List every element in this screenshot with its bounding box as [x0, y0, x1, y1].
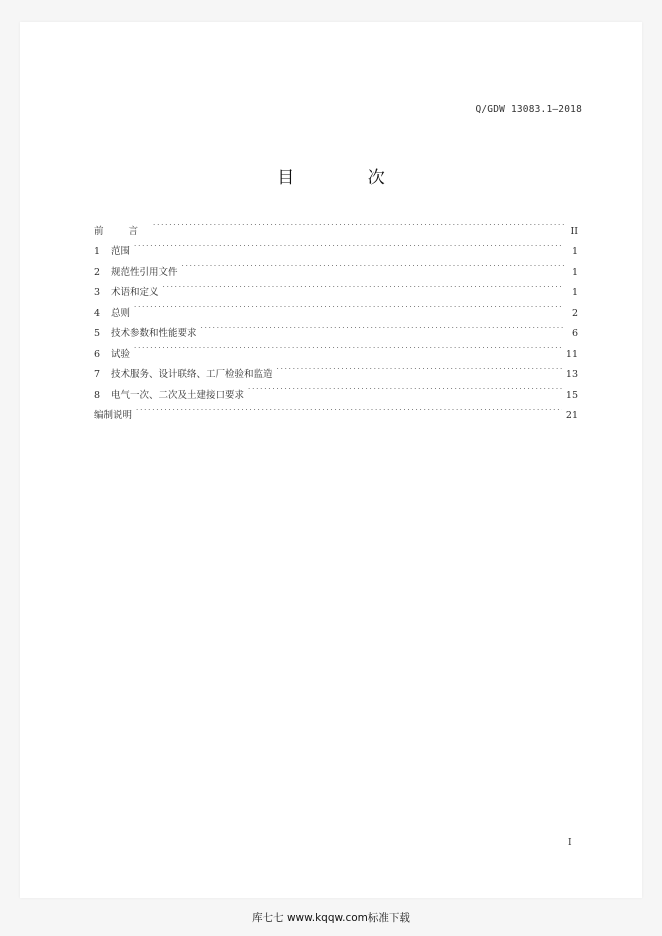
toc-entry-label: 试验 [111, 348, 131, 360]
toc-entry-page: 1 [571, 287, 578, 298]
toc-entry-page: 1 [571, 266, 578, 278]
toc-entry-number: 7 [94, 369, 101, 380]
toc-entry-number: 6 [94, 348, 101, 360]
toc-entry-number: 5 [94, 328, 101, 339]
toc-entry-number: 4 [94, 307, 101, 319]
toc-leader-dots [153, 213, 564, 234]
toc-entry-label: 电气一次、二次及土建接口要求 [111, 389, 245, 401]
toc-entry-foreword[interactable] [94, 213, 578, 237]
toc-entry-label: 技术服务、设计联络、工厂检验和监造 [111, 369, 273, 380]
toc-entry-label: 规范性引用文件 [111, 266, 178, 278]
toc-entry-normative-references[interactable] [94, 254, 578, 278]
toc-entry-page: 11 [565, 348, 578, 360]
document-code: Q/GDW 13083.1—2018 [475, 104, 582, 115]
toc-leader-dots [134, 295, 564, 316]
toc-entry-label: 前 言 [94, 225, 150, 237]
toc-entry-page: 6 [571, 328, 578, 339]
toc-entry-number: 3 [94, 287, 101, 298]
document-page [20, 22, 642, 898]
toc-entry-label: 编制说明 [94, 410, 133, 421]
toc-entry-scope[interactable] [94, 234, 578, 255]
toc-title: 目 次 [277, 168, 419, 188]
table-of-contents [94, 213, 578, 421]
toc-entry-page: II [570, 225, 578, 237]
toc-entry-page: 1 [571, 246, 578, 257]
toc-entry-label: 总则 [111, 307, 131, 319]
toc-leader-dots [277, 357, 562, 378]
toc-leader-dots [134, 234, 564, 255]
toc-leader-dots [136, 398, 562, 419]
toc-entry-number: 2 [94, 266, 101, 278]
toc-leader-dots [248, 377, 562, 398]
toc-entry-page: 2 [571, 307, 578, 319]
toc-leader-dots [134, 336, 562, 357]
toc-entry-label: 范围 [111, 246, 131, 257]
toc-entry-technical-services[interactable] [94, 357, 578, 378]
toc-entry-terms-definitions[interactable] [94, 275, 578, 296]
page-number: I [568, 838, 572, 848]
toc-entry-general[interactable] [94, 295, 578, 319]
toc-leader-dots [201, 316, 564, 337]
toc-entry-technical-parameters[interactable] [94, 316, 578, 337]
toc-entry-tests[interactable] [94, 336, 578, 360]
toc-leader-dots [182, 254, 564, 275]
toc-entry-page: 13 [565, 369, 578, 380]
toc-entry-label: 技术参数和性能要求 [111, 328, 197, 339]
toc-entry-label: 术语和定义 [111, 287, 159, 298]
toc-leader-dots [163, 275, 564, 296]
toc-entry-compilation-notes[interactable] [94, 398, 578, 419]
footer-watermark: 库七七 www.kqqw.com标准下载 [252, 912, 410, 924]
toc-entry-number: 8 [94, 389, 101, 401]
toc-entry-page: 15 [565, 389, 578, 401]
toc-entry-page: 21 [565, 410, 578, 421]
toc-entry-number: 1 [94, 246, 101, 257]
